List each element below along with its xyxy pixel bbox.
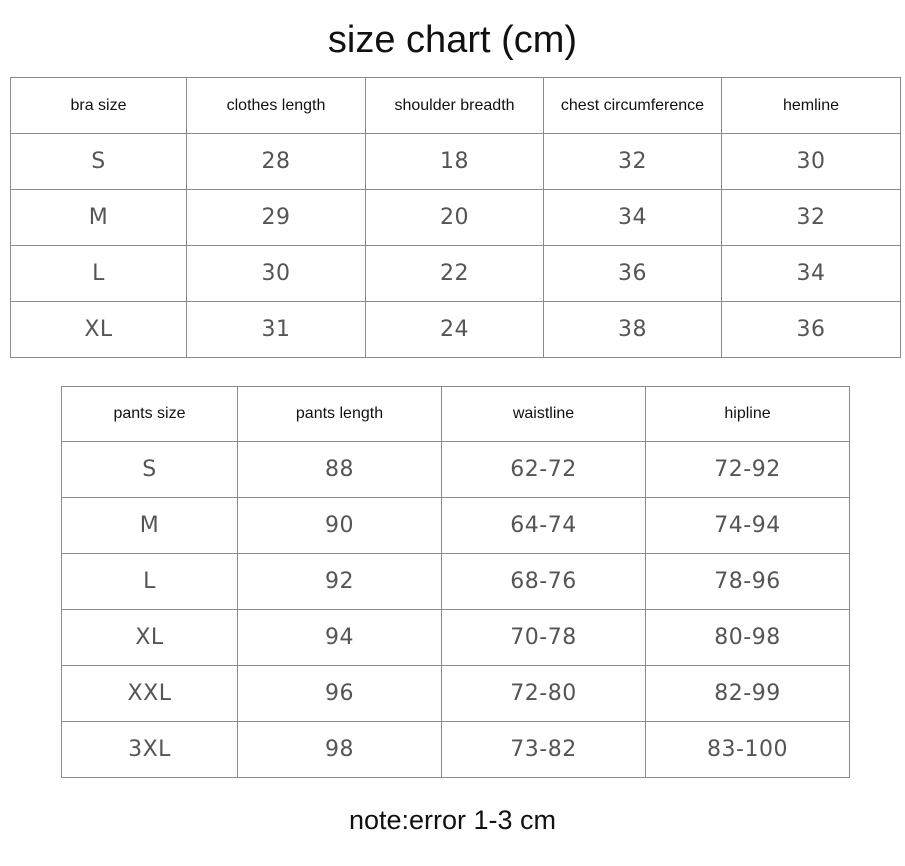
cell-shoulder-breadth: 18	[366, 134, 544, 190]
cell-size: M	[11, 190, 187, 246]
cell-hipline: 80-98	[646, 610, 850, 666]
cell-shoulder-breadth: 24	[366, 302, 544, 358]
bra-size-table	[10, 77, 901, 358]
cell-clothes-length: 28	[187, 134, 366, 190]
cell-hipline: 82-99	[646, 666, 850, 722]
cell-hipline: 74-94	[646, 498, 850, 554]
table-row	[11, 190, 901, 246]
cell-waistline: 64-74	[442, 498, 646, 554]
header-pants-size: pants size	[62, 387, 238, 442]
pants-size-table	[61, 386, 850, 778]
cell-size: 3XL	[62, 722, 238, 778]
cell-hipline: 72-92	[646, 442, 850, 498]
header-bra-size: bra size	[11, 78, 187, 134]
cell-waistline: 62-72	[442, 442, 646, 498]
cell-waistline: 72-80	[442, 666, 646, 722]
cell-pants-length: 92	[238, 554, 442, 610]
page-title: size chart (cm)	[327, 19, 578, 61]
cell-size: XXL	[62, 666, 238, 722]
cell-size: L	[62, 554, 238, 610]
cell-pants-length: 98	[238, 722, 442, 778]
header-shoulder-breadth: shoulder breadth	[366, 78, 544, 134]
cell-waistline: 73-82	[442, 722, 646, 778]
table-row	[62, 666, 850, 722]
cell-pants-length: 96	[238, 666, 442, 722]
cell-pants-length: 90	[238, 498, 442, 554]
table-header-row	[11, 78, 901, 134]
cell-hipline: 78-96	[646, 554, 850, 610]
cell-hemline: 36	[722, 302, 901, 358]
table-header-row	[62, 387, 850, 442]
cell-waistline: 68-76	[442, 554, 646, 610]
header-hemline: hemline	[722, 78, 901, 134]
cell-size: S	[62, 442, 238, 498]
table-row	[62, 442, 850, 498]
cell-hemline: 30	[722, 134, 901, 190]
header-hipline: hipline	[646, 387, 850, 442]
cell-waistline: 70-78	[442, 610, 646, 666]
cell-shoulder-breadth: 22	[366, 246, 544, 302]
table-row	[11, 246, 901, 302]
cell-chest-circumference: 38	[544, 302, 722, 358]
table-row	[62, 610, 850, 666]
table-row	[11, 134, 901, 190]
cell-clothes-length: 31	[187, 302, 366, 358]
cell-chest-circumference: 34	[544, 190, 722, 246]
cell-size: XL	[11, 302, 187, 358]
table-row	[62, 722, 850, 778]
header-clothes-length: clothes length	[187, 78, 366, 134]
cell-hemline: 32	[722, 190, 901, 246]
table-row	[11, 302, 901, 358]
header-waistline: waistline	[442, 387, 646, 442]
cell-pants-length: 94	[238, 610, 442, 666]
header-chest-circumference: chest circumference	[544, 78, 722, 134]
cell-shoulder-breadth: 20	[366, 190, 544, 246]
cell-size: M	[62, 498, 238, 554]
footnote: note:error 1-3 cm	[348, 805, 557, 835]
cell-chest-circumference: 32	[544, 134, 722, 190]
cell-clothes-length: 29	[187, 190, 366, 246]
table-row	[62, 554, 850, 610]
cell-hemline: 34	[722, 246, 901, 302]
cell-pants-length: 88	[238, 442, 442, 498]
cell-size: L	[11, 246, 187, 302]
cell-hipline: 83-100	[646, 722, 850, 778]
header-pants-length: pants length	[238, 387, 442, 442]
cell-clothes-length: 30	[187, 246, 366, 302]
cell-size: S	[11, 134, 187, 190]
table-row	[62, 498, 850, 554]
cell-chest-circumference: 36	[544, 246, 722, 302]
cell-size: XL	[62, 610, 238, 666]
